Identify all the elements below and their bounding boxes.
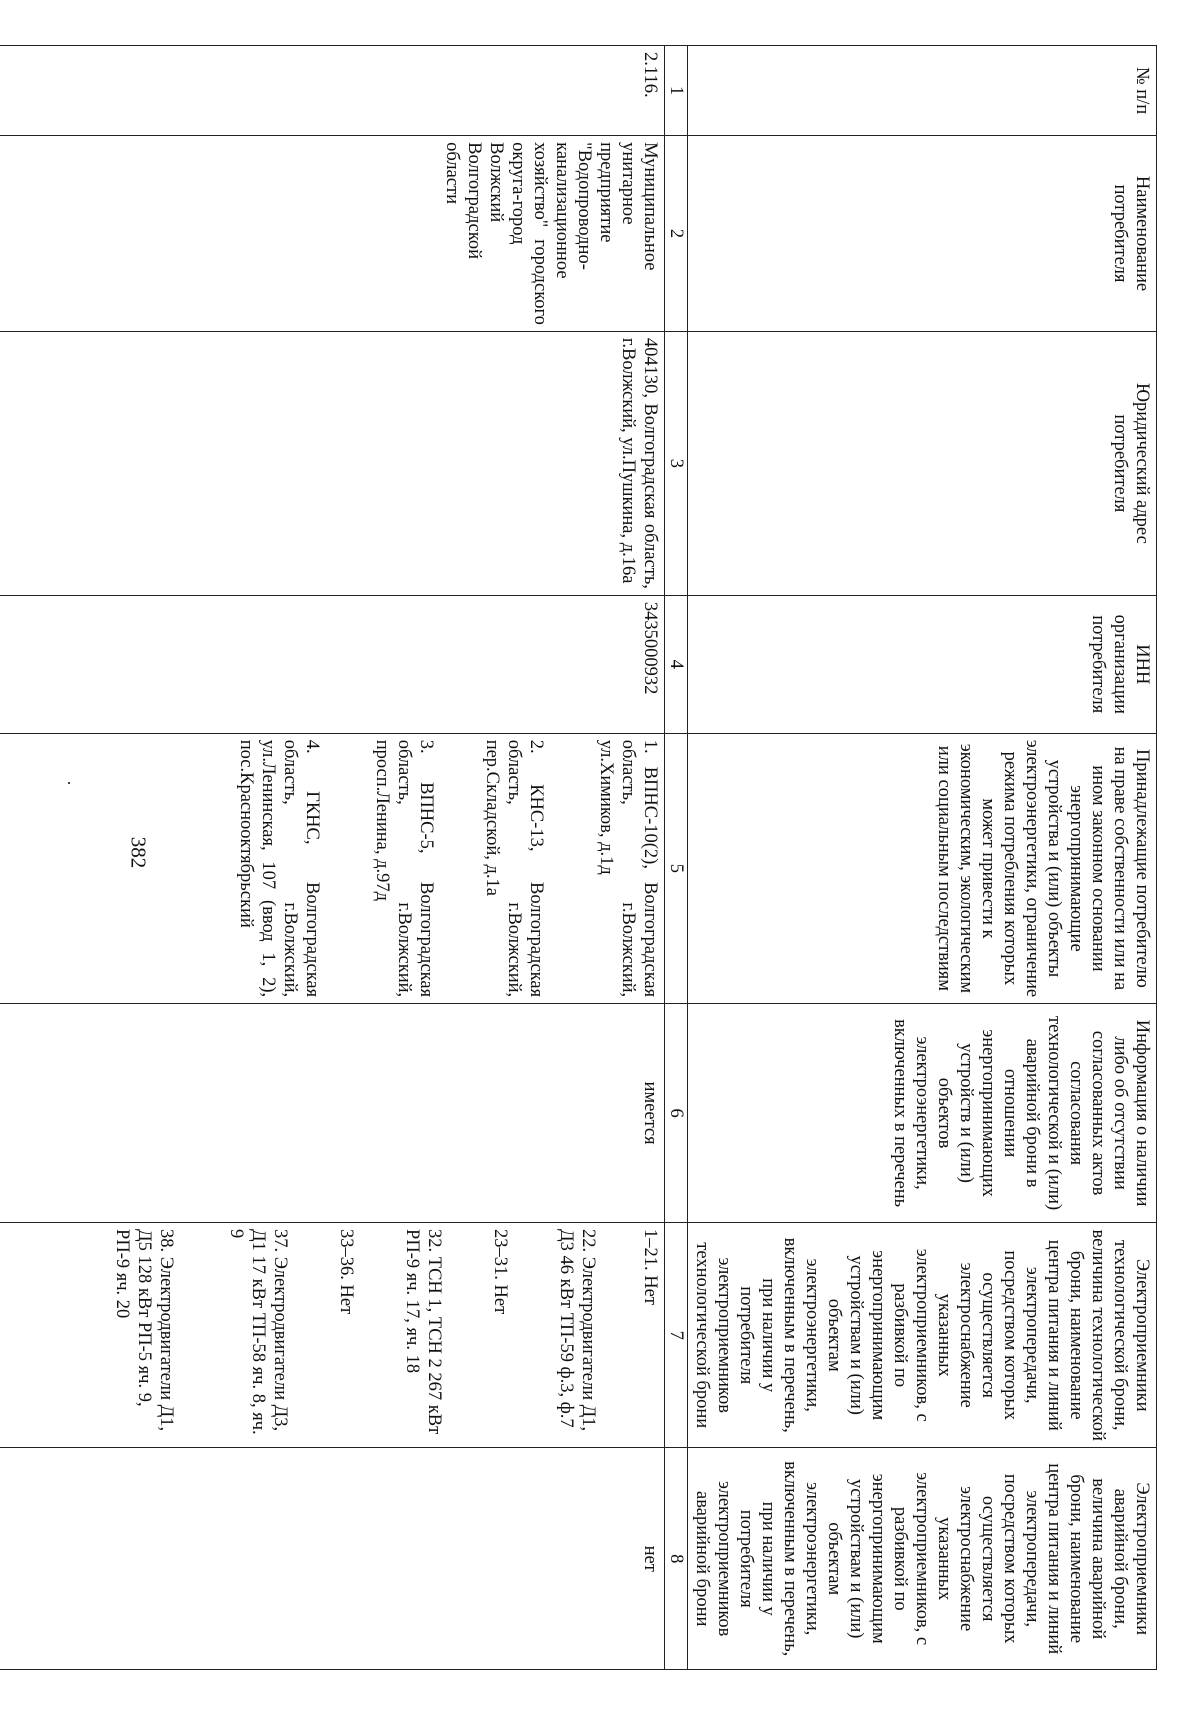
tech-reserve-item: 33–36. Нет <box>336 1229 356 1315</box>
objects-cell <box>0 733 665 1003</box>
column-number: 2 <box>665 136 688 332</box>
object-item: 3. ВПНС-5, Волгоградская область, г.Волжский, просп.Ленина, д.97д <box>372 739 436 998</box>
header-emergency-reserve: Электроприемники аварийной брони, величина аварийной брони, наименование центра питания и линий электропередачи, посредством которых осуществляется электроснабжение указанных электроприемников, с разбивкой по энергопринимающим устройствам и (или) объектам электроэнергетики, включенным в перечень, при наличии у потребителя электроприемников аварийной брони <box>688 1448 1157 1670</box>
header-num: № п/п <box>688 46 1157 136</box>
object-item: 1. ВПНС-10(2), Волгоградская область, г.Волжский, ул.Химиков, д.1д <box>596 739 660 998</box>
header-tech-reserve: Электроприемники технологической брони, величина технологической брони, наименование центра питания и линий электропередачи, посредством которых осуществляется электроснабжение указанных электроприемников, с разбивкой по энергопринимающим устройствам и (или) объектам электроэнергетики, включенным в перечень, при наличии у потребителя электроприемников технологической брони <box>688 1223 1157 1448</box>
header-objects: Принадлежащие потребителю на праве собственности или на ином законном основании энергопринимающие устройства и (или) объекты электроэнергетики, ограничение режима потребления которых может привести к экономическим, экологическим или социальным последствиям <box>688 733 1157 1003</box>
column-number: 7 <box>665 1223 688 1448</box>
acts-status: имеется <box>0 1004 665 1223</box>
row-number: 2.116. <box>0 46 665 136</box>
page-number: 382 <box>126 836 151 869</box>
tech-reserve-item: 22. Электродвигатели Д1, Д3 46 кВт ТП-59 ф.3, ф.7 <box>556 1229 598 1432</box>
tech-reserve-item: 1–21. Нет <box>640 1229 660 1305</box>
column-number: 8 <box>665 1448 688 1670</box>
tech-reserve-item: 37. Электродвигатели Д3, Д1 17 кВт ТП-58 яч. 8, яч. 9 <box>226 1229 290 1435</box>
consumer-inn: 3435000932 <box>0 595 665 733</box>
header-row <box>688 46 1157 1670</box>
column-number: 1 <box>665 46 688 136</box>
column-number: 6 <box>665 1004 688 1223</box>
consumer-table <box>0 45 1157 1670</box>
column-number: 5 <box>665 733 688 1003</box>
column-number: 4 <box>665 595 688 733</box>
tech-reserve-cell <box>0 1223 665 1448</box>
tech-reserve-item: 23–31. Нет <box>490 1229 510 1315</box>
column-number: 3 <box>665 331 688 595</box>
object-item: 4. ГКНС, Волгоградская область, г.Волжский, ул.Ленинская, 107 (ввод 1, 2), пос.Краснооктябрьский <box>236 739 322 998</box>
object-item: 2. КНС-13, Волгоградская область, г.Волжский, пер.Складской, д.1а <box>482 739 546 998</box>
consumer-name: Муниципальное унитарное предприятие "Водопроводно-канализационное хозяйство" городского округа-город Волжский Волгоградской области <box>0 136 665 332</box>
emergency-reserve: нет <box>0 1448 665 1670</box>
tech-reserve-item: 32. ТСН 1, ТСН 2 267 кВт РП-9 яч. 17, яч. 18 <box>402 1229 444 1435</box>
tech-reserve-item: 38. Электродвигатели Д1, Д5 128 кВт РП-5 яч. 9, РП-9 яч. 20 <box>112 1229 176 1432</box>
table-row <box>0 46 665 1670</box>
header-name: Наименование потребителя <box>688 136 1157 332</box>
column-number-row <box>665 46 688 1670</box>
header-inn: ИНН организации потребителя <box>688 595 1157 733</box>
consumer-address: 404130, Волгоградская область, г.Волжский, ул.Пушкина, д.16а <box>0 331 665 595</box>
header-acts: Информация о наличии либо об отсутствии согласованных актов согласования технологической и (или) аварийной брони в отношении энергопринимающих устройств и (или) объектов электроэнергетики, включенных в перечень <box>688 1004 1157 1223</box>
header-address: Юридический адрес потребителя <box>688 331 1157 595</box>
